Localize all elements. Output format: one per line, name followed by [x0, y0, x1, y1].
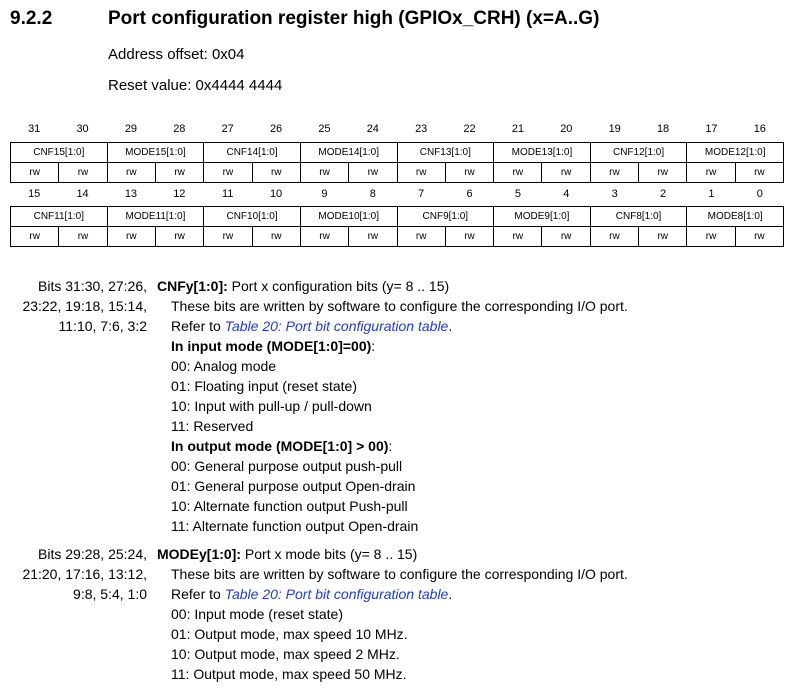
- bit-number: 28: [173, 123, 186, 135]
- register-field-cell: CNF13[1:0]: [397, 143, 494, 163]
- mode-field-name: MODEy[1:0]:: [157, 546, 242, 562]
- bit-number: 7: [418, 188, 425, 200]
- access-cell: rw: [155, 227, 203, 247]
- mode-description: [157, 544, 628, 684]
- bit-number: 29: [124, 123, 138, 135]
- access-cell: rw: [11, 227, 59, 247]
- access-cell: rw: [59, 227, 107, 247]
- cnf-bits-line: Bits 31:30, 27:26,: [38, 278, 147, 294]
- access-cell: rw: [349, 163, 397, 183]
- bit-number: 12: [173, 188, 186, 200]
- register-field-cell: CNF8[1:0]: [590, 207, 687, 227]
- upper-register-table: [10, 142, 784, 183]
- bit-number: 13: [124, 188, 138, 200]
- access-cell: rw: [300, 227, 348, 247]
- access-cell: rw: [252, 163, 300, 183]
- access-cell: rw: [687, 227, 735, 247]
- section-number: 9.2.2: [10, 8, 53, 29]
- bit-number: 8: [369, 188, 376, 200]
- access-cell: rw: [11, 163, 59, 183]
- bit-number: 24: [366, 123, 379, 135]
- list-item: 11: Reserved: [171, 418, 254, 434]
- cnf-refer: Refer to: [171, 318, 225, 334]
- bit-number: 15: [28, 188, 41, 200]
- output-mode-colon: :: [388, 438, 393, 454]
- bit-number: 4: [563, 188, 570, 200]
- mode-refer: Refer to: [171, 586, 225, 602]
- bit-number: 3: [611, 188, 618, 200]
- access-cell: rw: [59, 163, 107, 183]
- access-cell: rw: [445, 163, 493, 183]
- cnf-bits-label: [10, 276, 147, 336]
- access-cell: rw: [494, 163, 542, 183]
- mode-bits-line: 9:8, 5:4, 1:0: [73, 586, 147, 602]
- access-cell: rw: [397, 227, 445, 247]
- access-cell: rw: [445, 227, 493, 247]
- bit-number: 0: [756, 188, 763, 200]
- mode-field-desc: Port x mode bits (y= 8 .. 15): [241, 546, 418, 562]
- access-cell: rw: [542, 227, 590, 247]
- bit-number: 2: [660, 188, 667, 200]
- access-cell: rw: [590, 163, 638, 183]
- bit-number: 31: [28, 123, 41, 135]
- bit-number: 9: [321, 188, 328, 200]
- list-item: 01: Floating input (reset state): [171, 378, 357, 394]
- bit-number: 27: [221, 123, 234, 135]
- output-mode-heading: In output mode (MODE[1:0] > 00): [171, 438, 389, 454]
- access-cell: rw: [735, 163, 783, 183]
- list-item: 00: General purpose output push-pull: [171, 458, 403, 474]
- cnf-field-desc: Port x configuration bits (y= 8 .. 15): [227, 278, 450, 294]
- cnf-table-link[interactable]: Table 20: Port bit configuration table: [224, 318, 449, 334]
- access-cell: rw: [735, 227, 783, 247]
- mode-table-link[interactable]: Table 20: Port bit configuration table: [224, 586, 449, 602]
- lower-bit-numbers: [10, 188, 784, 204]
- bit-number: 1: [708, 188, 715, 200]
- input-mode-colon: :: [371, 338, 376, 354]
- bit-number: 10: [269, 188, 283, 200]
- bit-number: 22: [463, 123, 476, 135]
- bit-number: 26: [269, 123, 283, 135]
- access-cell: rw: [204, 163, 252, 183]
- bit-number: 21: [511, 123, 525, 135]
- lower-register-table: [10, 206, 784, 247]
- cnf-link-tail: .: [448, 318, 453, 334]
- mode-bits-label: [10, 544, 147, 604]
- access-cell: rw: [252, 227, 300, 247]
- access-cell: rw: [107, 227, 155, 247]
- bit-number: 30: [76, 123, 89, 135]
- register-field-cell: CNF12[1:0]: [590, 143, 687, 163]
- bit-number: 11: [221, 188, 234, 200]
- upper-bit-numbers: [10, 123, 784, 139]
- page-title: Port configuration register high (GPIOx_CRH) (x=A..G): [108, 8, 600, 29]
- access-cell: rw: [687, 163, 735, 183]
- bit-number: 17: [705, 123, 718, 135]
- register-field-cell: MODE8[1:0]: [687, 207, 784, 227]
- access-cell: rw: [397, 163, 445, 183]
- access-cell: rw: [639, 227, 687, 247]
- register-field-cell: CNF9[1:0]: [397, 207, 494, 227]
- cnf-description: [157, 276, 628, 536]
- list-item: 01: General purpose output Open-drain: [171, 478, 416, 494]
- access-cell: rw: [494, 227, 542, 247]
- register-field-cell: MODE10[1:0]: [300, 207, 397, 227]
- mode-link-tail: .: [448, 586, 453, 602]
- access-cell: rw: [349, 227, 397, 247]
- list-item: 00: Input mode (reset state): [171, 606, 343, 622]
- register-field-cell: CNF14[1:0]: [204, 143, 301, 163]
- mode-bits-line: 21:20, 17:16, 13:12,: [22, 566, 147, 582]
- register-field-cell: MODE9[1:0]: [494, 207, 591, 227]
- mode-line1: These bits are written by software to configure the corresponding I/O port.: [171, 566, 628, 582]
- cnf-bits-line: 11:10, 7:6, 3:2: [58, 318, 147, 334]
- register-field-cell: CNF10[1:0]: [204, 207, 301, 227]
- input-mode-heading: In input mode (MODE[1:0]=00): [171, 338, 372, 354]
- bit-number: 6: [466, 188, 473, 200]
- register-field-cell: CNF11[1:0]: [11, 207, 108, 227]
- register-field-cell: MODE15[1:0]: [107, 143, 204, 163]
- access-cell: rw: [107, 163, 155, 183]
- bit-number: 18: [656, 123, 670, 135]
- bit-number: 19: [608, 123, 621, 135]
- cnf-bits-line: 23:22, 19:18, 15:14,: [22, 298, 147, 314]
- list-item: 00: Analog mode: [171, 358, 277, 374]
- access-cell: rw: [300, 163, 348, 183]
- access-cell: rw: [639, 163, 687, 183]
- register-field-cell: MODE14[1:0]: [300, 143, 397, 163]
- list-item: 01: Output mode, max speed 10 MHz.: [171, 626, 408, 642]
- cnf-field-name: CNFy[1:0]:: [157, 278, 228, 294]
- access-cell: rw: [590, 227, 638, 247]
- access-cell: rw: [204, 227, 252, 247]
- reset-value: Reset value: 0x4444 4444: [108, 77, 283, 94]
- bit-number: 20: [560, 123, 573, 135]
- bit-number: 16: [753, 123, 766, 135]
- bit-number: 5: [514, 188, 521, 200]
- list-item: 11: Alternate function output Open-drain: [171, 518, 419, 534]
- access-cell: rw: [542, 163, 590, 183]
- access-cell: rw: [155, 163, 203, 183]
- address-offset: Address offset: 0x04: [108, 46, 245, 63]
- list-item: 10: Output mode, max speed 2 MHz.: [171, 646, 400, 662]
- list-item: 10: Input with pull-up / pull-down: [171, 398, 372, 414]
- register-field-cell: MODE11[1:0]: [107, 207, 204, 227]
- bit-number: 14: [76, 188, 89, 200]
- list-item: 11: Output mode, max speed 50 MHz.: [171, 666, 407, 682]
- bit-number: 23: [415, 123, 428, 135]
- list-item: 10: Alternate function output Push-pull: [171, 498, 408, 514]
- mode-bits-line: Bits 29:28, 25:24,: [38, 546, 147, 562]
- cnf-line1: These bits are written by software to configure the corresponding I/O port.: [171, 298, 628, 314]
- bit-number: 25: [318, 123, 331, 135]
- register-field-cell: MODE12[1:0]: [687, 143, 784, 163]
- register-field-cell: CNF15[1:0]: [11, 143, 108, 163]
- register-field-cell: MODE13[1:0]: [494, 143, 591, 163]
